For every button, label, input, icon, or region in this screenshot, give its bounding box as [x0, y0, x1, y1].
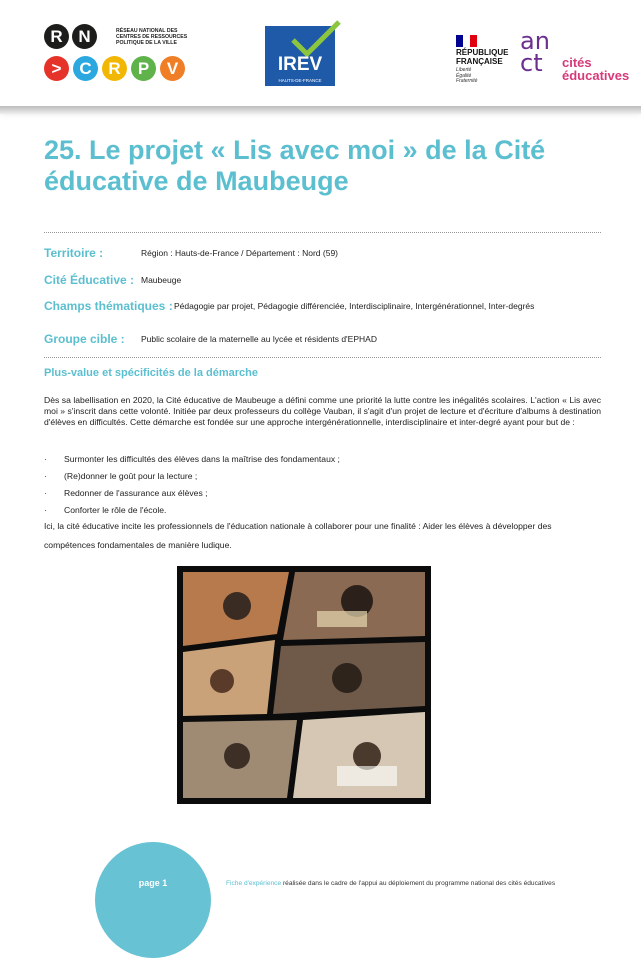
checkmark-icon	[285, 18, 365, 58]
field-champs-thematiques	[44, 299, 614, 315]
classroom-photo-collage	[177, 566, 431, 804]
anct-mark: an ct	[520, 27, 550, 77]
logo-letter-v: V	[160, 56, 185, 81]
logo-letter-p: P	[131, 56, 156, 81]
page-header	[0, 0, 641, 106]
closing-paragraph: Ici, la cité éducative incite les professionnels de l'éducation nationale à collaborer pour une finalité : Aider les élèves à développer des compétences fondamentales de manière ludique.	[44, 521, 552, 550]
rncrpv-logo	[44, 24, 194, 84]
page-number-badge	[95, 842, 211, 958]
photo-collage	[177, 566, 431, 804]
irev-name: IREV	[277, 54, 323, 75]
page-title: 25. Le projet « Lis avec moi » de la Cité éducative de Maubeuge	[44, 135, 546, 196]
divider	[44, 232, 601, 233]
flag-icon	[456, 34, 478, 46]
goals-list	[44, 451, 601, 519]
territoire-value: Région : Hauts-de-France / Département : Nord (59)	[141, 248, 339, 258]
list-item: · Redonner de l'assurance aux élèves ;	[44, 485, 601, 502]
irev-logo	[265, 26, 335, 86]
groupe-label: Groupe cible :	[44, 332, 125, 346]
irev-region: HAUTS-DE-FRANCE	[278, 78, 322, 83]
divider	[44, 357, 601, 358]
anct-cites-educatives-logo	[520, 27, 630, 83]
list-item: · Surmonter les difficultés des élèves dans la maîtrise des fondamentaux ;	[44, 451, 601, 468]
cite-value: Maubeuge	[141, 275, 182, 285]
footer-note: Fiche d'expérience réalisée dans le cadre de l'appui au déploiement du programme national des cités éducatives	[226, 880, 556, 887]
list-item: · Conforter le rôle de l'école.	[44, 502, 601, 519]
republique-motto: Liberté Égalité Fraternité	[456, 67, 478, 84]
rncrpv-tagline: RÉSEAU NATIONAL DES CENTRES DE RESSOURCES POLITIQUE DE LA VILLE	[116, 28, 188, 46]
logo-arrow: >	[44, 56, 69, 81]
logo-letter-r2: R	[102, 56, 127, 81]
field-territoire	[44, 246, 614, 262]
champs-value: Pédagogie par projet, Pédagogie différenciée, Interdisciplinaire, Intergénérationnel, Inter-degrés	[174, 301, 535, 311]
logo-letter-n: N	[72, 24, 97, 49]
field-cite-educative	[44, 273, 614, 289]
republique-name: RÉPUBLIQUE FRANÇAISE	[456, 48, 509, 66]
groupe-value: Public scolaire de la maternelle au lycée et résidents d'EPHAD	[141, 334, 377, 344]
field-groupe-cible	[44, 332, 614, 348]
republique-francaise-logo	[456, 34, 520, 84]
page-number: page 1	[138, 878, 168, 888]
logo-letter-r: R	[44, 24, 69, 49]
champs-label: Champs thématiques :	[44, 299, 173, 313]
cite-label: Cité Éducative :	[44, 273, 135, 287]
list-item: · (Re)donner le goût pour la lecture ;	[44, 468, 601, 485]
section-heading: Plus-value et spécificités de la démarche	[44, 367, 258, 379]
header-shadow-band	[0, 106, 641, 114]
section-paragraph: Dès sa labellisation en 2020, la Cité éducative de Maubeuge a défini comme une priorité la lutte contre les inégalités scolaires. L'action « Lis avec moi » s'inscrit dans cette volonté. Initiée par deux professeurs du collège Vauban, il s'agit d'un projet de lecture et d'écriture d'albums à destination d'élèves en difficultés. Cette démarche est fondée sur une approche intergénérationnelle, interdisciplinaire et inter-degré ayant pour but de :	[44, 395, 601, 427]
cites-educatives-text: cités éducatives	[562, 55, 630, 83]
territoire-label: Territoire :	[44, 246, 104, 260]
logo-letter-c: C	[73, 56, 98, 81]
